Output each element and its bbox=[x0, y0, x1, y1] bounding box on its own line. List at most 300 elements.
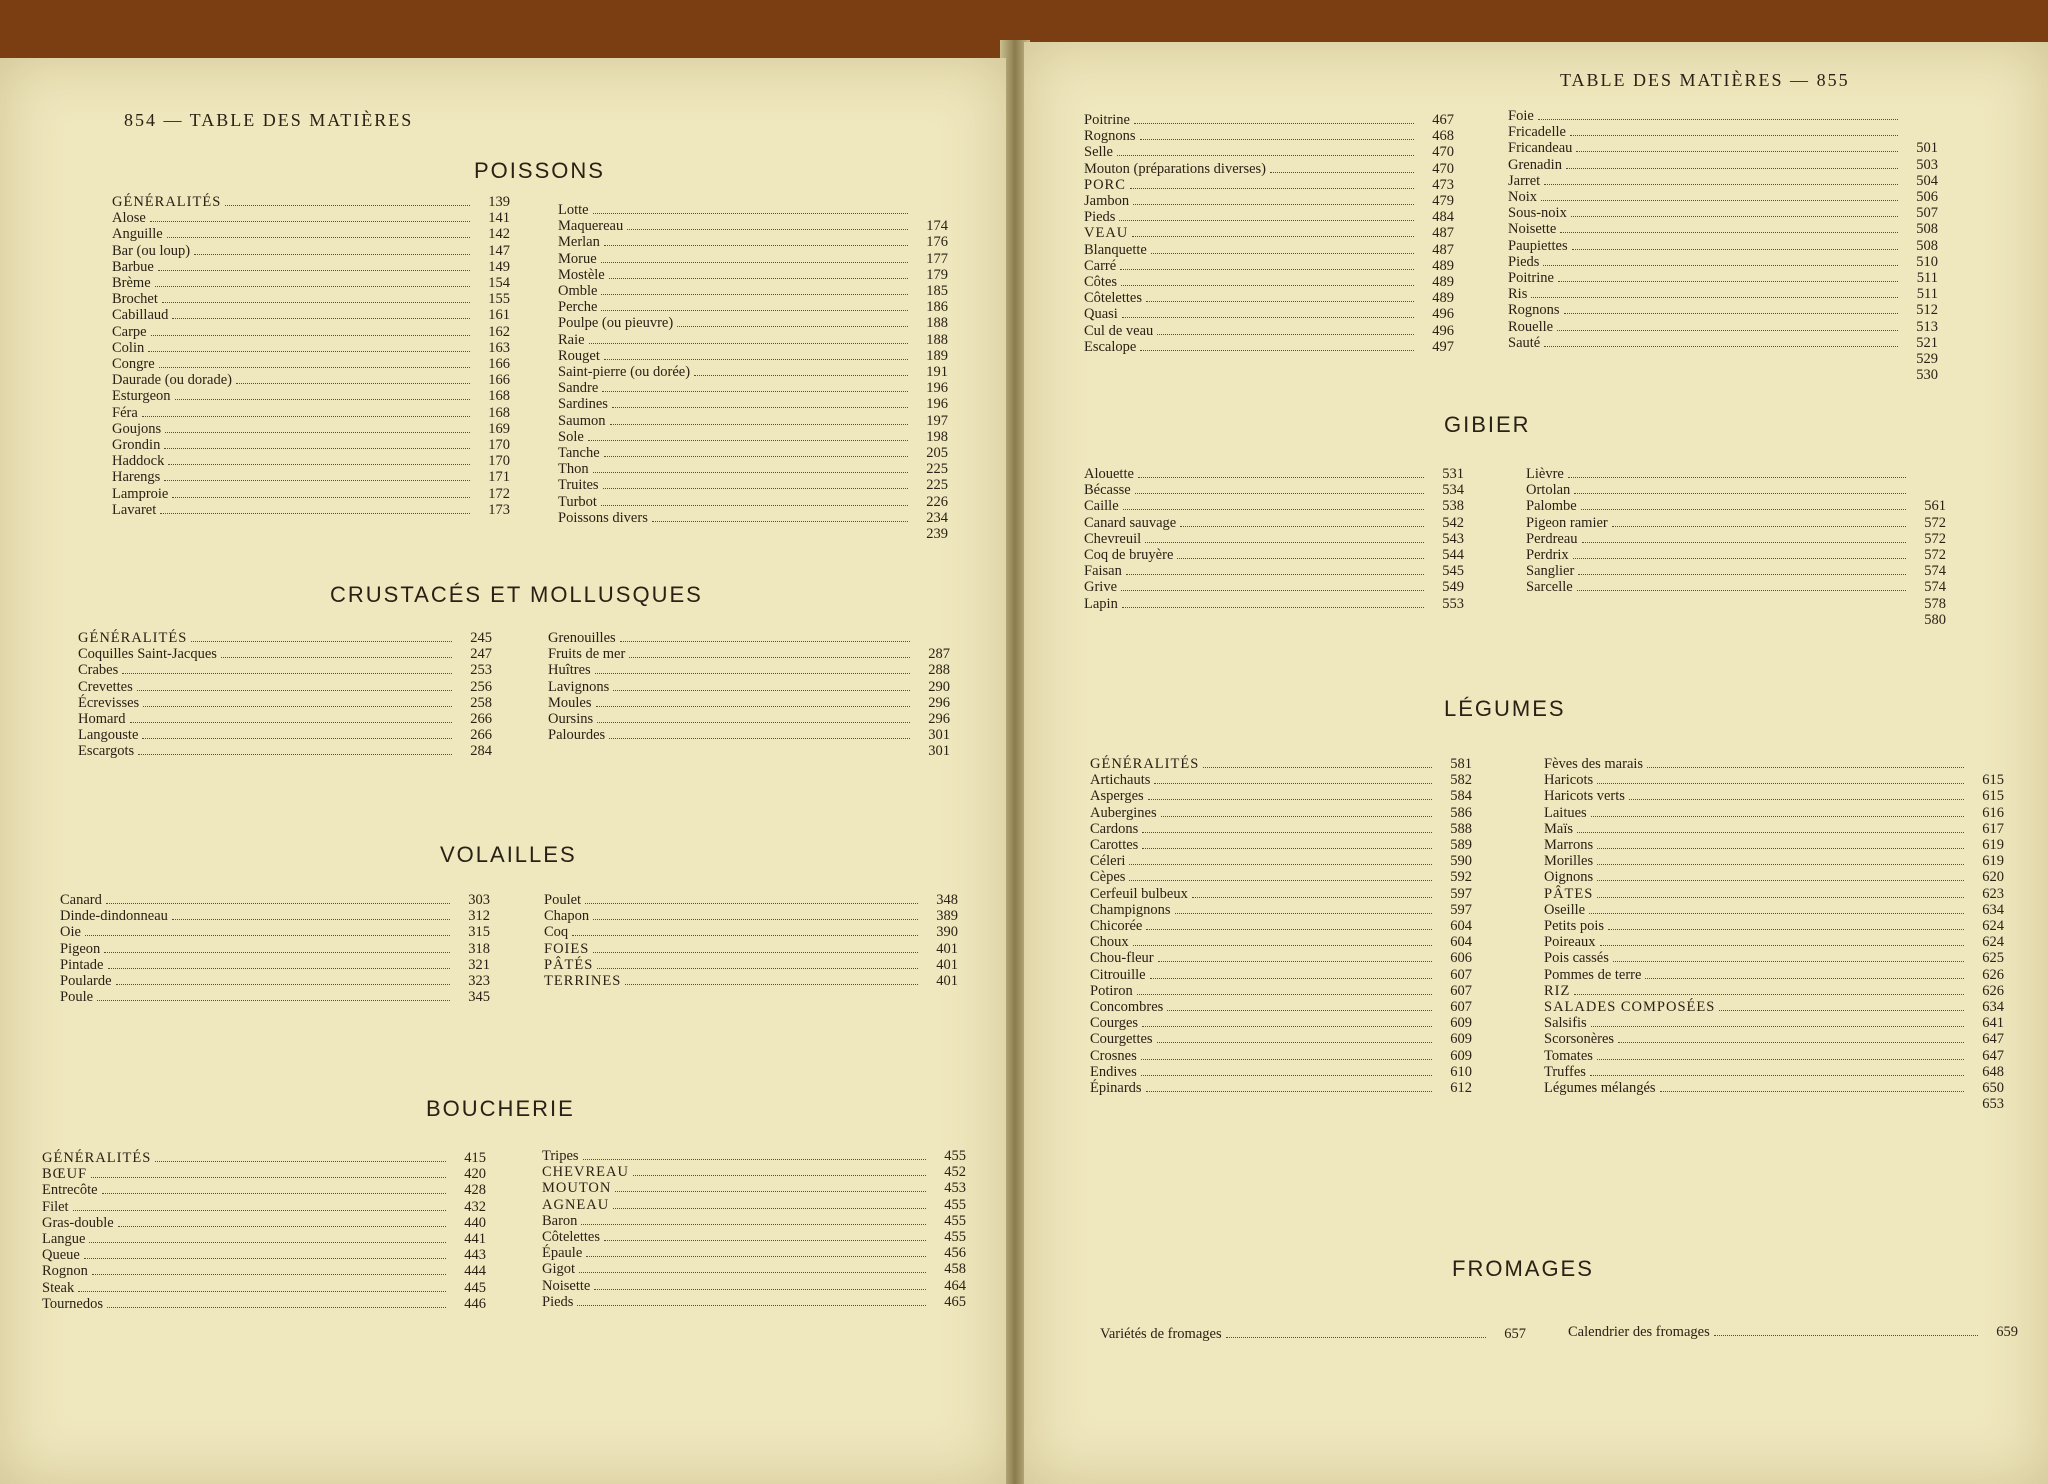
toc-entry bbox=[1084, 498, 1464, 514]
dot-leader bbox=[191, 641, 452, 642]
toc-entry bbox=[1090, 950, 1472, 966]
toc-entry bbox=[1084, 274, 1454, 290]
crustaces-column-2 bbox=[548, 630, 950, 760]
toc-entry-page-number: 470 bbox=[1432, 160, 1454, 177]
toc-entry-label: Rognons bbox=[1084, 128, 1136, 145]
dot-leader bbox=[91, 1177, 446, 1178]
toc-entry-page-number: 574 bbox=[1924, 563, 1946, 580]
toc-entry bbox=[1084, 563, 1464, 579]
toc-entry-page-number: 452 bbox=[944, 1164, 966, 1181]
dot-leader bbox=[1645, 978, 1964, 979]
toc-entry bbox=[558, 348, 948, 364]
toc-entry-page-number: 504 bbox=[1916, 172, 1938, 189]
dot-leader bbox=[137, 690, 452, 691]
dot-leader bbox=[601, 505, 908, 506]
toc-entry-label: Lavaret bbox=[112, 501, 157, 518]
toc-entry-page-number: 511 bbox=[1916, 270, 1938, 287]
toc-entry-page-number: 141 bbox=[488, 210, 510, 227]
toc-entry-page-number: 615 bbox=[1982, 788, 2004, 805]
toc-entry-label: Rognons bbox=[1508, 302, 1560, 319]
dot-leader bbox=[1150, 978, 1432, 979]
toc-entry-page-number: 247 bbox=[470, 646, 492, 663]
dot-leader bbox=[1157, 334, 1414, 335]
toc-entry-page-number: 166 bbox=[488, 372, 510, 389]
toc-entry-page-number: 484 bbox=[1432, 209, 1454, 226]
toc-entry bbox=[1544, 967, 2004, 983]
toc-entry bbox=[1084, 258, 1454, 274]
toc-entry-page-number: 615 bbox=[1982, 772, 2004, 789]
toc-entry-page-number: 489 bbox=[1432, 257, 1454, 274]
toc-entry bbox=[1084, 579, 1464, 595]
toc-entry-label: Huîtres bbox=[548, 662, 591, 679]
dot-leader bbox=[1161, 816, 1432, 817]
dot-leader bbox=[89, 1242, 446, 1243]
toc-entry-page-number: 170 bbox=[488, 437, 510, 454]
toc-entry-page-number: 648 bbox=[1982, 1063, 2004, 1080]
toc-entry bbox=[1084, 144, 1454, 160]
toc-entry bbox=[1084, 531, 1464, 547]
toc-entry-label: Légumes mélangés bbox=[1544, 1080, 1656, 1097]
toc-entry bbox=[42, 1166, 486, 1182]
toc-entry-label: Caille bbox=[1084, 498, 1119, 515]
toc-entry-label: Entrecôte bbox=[42, 1182, 98, 1199]
toc-entry-label: Chou-fleur bbox=[1090, 950, 1154, 967]
fromages-column-1 bbox=[1100, 1326, 1526, 1342]
toc-entry bbox=[1526, 596, 1946, 612]
dot-leader bbox=[1544, 346, 1898, 347]
toc-entry-label: Pieds bbox=[1084, 209, 1116, 226]
dot-leader bbox=[1203, 767, 1432, 768]
toc-entry-label: Mouton (préparations diverses) bbox=[1084, 160, 1267, 177]
toc-entry-page-number: 155 bbox=[488, 291, 510, 308]
toc-entry-label: Crosnes bbox=[1090, 1047, 1137, 1064]
dot-leader bbox=[172, 919, 450, 920]
toc-entry bbox=[1544, 1015, 2004, 1031]
toc-entry-label: Fricadelle bbox=[1508, 124, 1566, 141]
dot-leader bbox=[1135, 493, 1424, 494]
dot-leader bbox=[593, 213, 908, 214]
toc-entry bbox=[1544, 902, 2004, 918]
dot-leader bbox=[1660, 1091, 1964, 1092]
dot-leader bbox=[604, 456, 908, 457]
toc-entry-page-number: 234 bbox=[926, 509, 948, 526]
dot-leader bbox=[143, 706, 452, 707]
toc-entry-page-number: 296 bbox=[928, 694, 950, 711]
dot-leader bbox=[1138, 477, 1424, 478]
toc-entry-label: Grive bbox=[1084, 579, 1118, 596]
right-page bbox=[1024, 42, 2048, 1484]
toc-entry-page-number: 168 bbox=[488, 404, 510, 421]
toc-entry bbox=[1526, 498, 1946, 514]
toc-entry bbox=[112, 307, 510, 323]
toc-entry bbox=[1084, 515, 1464, 531]
toc-entry-page-number: 530 bbox=[1916, 367, 1938, 384]
dot-leader bbox=[652, 521, 908, 522]
dot-leader bbox=[106, 903, 450, 904]
dot-leader bbox=[1117, 155, 1414, 156]
toc-entry bbox=[1084, 482, 1464, 498]
toc-entry-page-number: 455 bbox=[944, 1148, 966, 1164]
toc-entry bbox=[1090, 837, 1472, 853]
toc-entry-page-number: 607 bbox=[1450, 999, 1472, 1016]
toc-entry bbox=[558, 202, 948, 218]
toc-entry-label: Palourdes bbox=[548, 727, 606, 744]
toc-entry-page-number: 609 bbox=[1450, 1031, 1472, 1048]
crustaces-column-1 bbox=[78, 630, 492, 760]
toc-entry-page-number: 345 bbox=[468, 989, 490, 1006]
toc-entry-page-number: 512 bbox=[1916, 302, 1938, 319]
toc-entry-page-number: 225 bbox=[926, 477, 948, 494]
dot-leader bbox=[138, 754, 452, 755]
toc-entry-page-number: 549 bbox=[1442, 579, 1464, 596]
toc-entry-label: PÂTÉS bbox=[544, 956, 594, 973]
toc-entry-page-number: 506 bbox=[1916, 189, 1938, 206]
dot-leader bbox=[159, 367, 470, 368]
toc-entry-page-number: 542 bbox=[1442, 514, 1464, 531]
dot-leader bbox=[1564, 313, 1898, 314]
dot-leader bbox=[102, 1193, 446, 1194]
toc-entry-page-number: 142 bbox=[488, 226, 510, 243]
toc-entry bbox=[558, 315, 948, 331]
toc-entry-label: Raie bbox=[558, 331, 585, 348]
toc-entry-page-number: 455 bbox=[944, 1196, 966, 1213]
toc-entry bbox=[542, 1245, 966, 1261]
dot-leader bbox=[602, 391, 908, 392]
toc-entry-page-number: 606 bbox=[1450, 950, 1472, 967]
dot-leader bbox=[597, 968, 918, 969]
toc-entry bbox=[1544, 934, 2004, 950]
toc-entry-page-number: 290 bbox=[928, 678, 950, 695]
toc-entry-label: Harengs bbox=[112, 469, 161, 486]
toc-entry-page-number: 179 bbox=[926, 266, 948, 283]
toc-entry-label: SALADES COMPOSÉES bbox=[1544, 999, 1716, 1016]
toc-entry-page-number: 467 bbox=[1432, 112, 1454, 128]
dot-leader bbox=[150, 221, 470, 222]
toc-entry bbox=[1508, 173, 1938, 189]
toc-entry bbox=[60, 892, 490, 908]
dot-leader bbox=[1151, 253, 1414, 254]
toc-entry bbox=[78, 743, 492, 759]
dot-leader bbox=[122, 673, 452, 674]
toc-entry bbox=[1090, 902, 1472, 918]
toc-entry-page-number: 154 bbox=[488, 275, 510, 292]
toc-entry-label: Steak bbox=[42, 1279, 75, 1296]
toc-entry-label: Gigot bbox=[542, 1261, 576, 1278]
toc-entry bbox=[112, 437, 510, 453]
toc-entry bbox=[1508, 221, 1938, 237]
dot-leader bbox=[596, 706, 911, 707]
left-running-head-text: — TABLE DES MATIÈRES bbox=[163, 110, 414, 130]
toc-entry-page-number: 301 bbox=[928, 727, 950, 744]
toc-entry-page-number: 641 bbox=[1982, 1015, 2004, 1032]
toc-entry bbox=[548, 743, 950, 759]
dot-leader bbox=[172, 318, 470, 319]
toc-entry bbox=[1084, 161, 1454, 177]
toc-entry-page-number: 609 bbox=[1450, 1047, 1472, 1064]
toc-entry-label: Queue bbox=[42, 1247, 80, 1264]
toc-entry-label: Gras-double bbox=[42, 1214, 114, 1231]
left-page bbox=[0, 58, 1006, 1484]
dot-leader bbox=[1121, 285, 1414, 286]
boucherie-column-1 bbox=[42, 1150, 486, 1312]
toc-entry-page-number: 572 bbox=[1924, 530, 1946, 547]
toc-entry-page-number: 323 bbox=[468, 973, 490, 990]
toc-entry-page-number: 177 bbox=[926, 250, 948, 267]
dot-leader bbox=[1576, 151, 1898, 152]
toc-entry bbox=[1544, 869, 2004, 885]
toc-entry-page-number: 624 bbox=[1982, 934, 2004, 951]
toc-entry-label: Pigeon ramier bbox=[1526, 514, 1608, 531]
toc-entry-label: Pois cassés bbox=[1544, 950, 1609, 967]
dot-leader bbox=[107, 1307, 446, 1308]
toc-entry-page-number: 266 bbox=[470, 727, 492, 744]
toc-entry-label: GÉNÉRALITÉS bbox=[1090, 756, 1200, 772]
dot-leader bbox=[142, 416, 470, 417]
toc-entry bbox=[1090, 999, 1472, 1015]
volailles-column-1 bbox=[60, 892, 490, 1005]
dot-leader bbox=[1129, 864, 1432, 865]
dot-leader bbox=[615, 1191, 926, 1192]
toc-entry-page-number: 597 bbox=[1450, 885, 1472, 902]
toc-entry-label: Morue bbox=[558, 250, 597, 267]
toc-entry-label: Noix bbox=[1508, 189, 1537, 206]
dot-leader bbox=[1590, 1075, 1964, 1076]
toc-entry bbox=[1526, 531, 1946, 547]
dot-leader bbox=[1558, 281, 1898, 282]
toc-entry bbox=[1544, 772, 2004, 788]
toc-entry bbox=[1084, 596, 1464, 612]
toc-entry bbox=[1084, 339, 1454, 355]
toc-entry bbox=[1090, 853, 1472, 869]
toc-entry bbox=[1084, 177, 1454, 193]
toc-entry-page-number: 168 bbox=[488, 388, 510, 405]
toc-entry-page-number: 441 bbox=[464, 1231, 486, 1248]
toc-entry-page-number: 312 bbox=[468, 908, 490, 925]
toc-entry-page-number: 612 bbox=[1450, 1080, 1472, 1097]
toc-entry-label: Chevreuil bbox=[1084, 530, 1142, 547]
toc-entry bbox=[1544, 983, 2004, 999]
toc-entry-page-number: 198 bbox=[926, 428, 948, 445]
toc-entry-page-number: 318 bbox=[468, 940, 490, 957]
toc-entry bbox=[1508, 270, 1938, 286]
toc-entry-page-number: 444 bbox=[464, 1263, 486, 1280]
toc-entry bbox=[1508, 335, 1938, 351]
toc-entry-label: Choux bbox=[1090, 934, 1129, 951]
dot-leader bbox=[1119, 220, 1414, 221]
toc-entry-page-number: 653 bbox=[1982, 1096, 2004, 1113]
dot-leader bbox=[1574, 493, 1906, 494]
dot-leader bbox=[1133, 945, 1432, 946]
toc-entry bbox=[1544, 805, 2004, 821]
toc-entry-label: Céleri bbox=[1090, 853, 1126, 870]
toc-entry bbox=[1100, 1326, 1526, 1342]
toc-entry-page-number: 445 bbox=[464, 1279, 486, 1296]
toc-entry bbox=[1508, 286, 1938, 302]
dot-leader bbox=[1589, 913, 1964, 914]
toc-entry-page-number: 616 bbox=[1982, 804, 2004, 821]
toc-entry bbox=[544, 957, 958, 973]
dot-leader bbox=[593, 472, 908, 473]
dot-leader bbox=[1566, 168, 1898, 169]
toc-entry bbox=[78, 646, 492, 662]
toc-entry-label: Fèves des marais bbox=[1544, 756, 1644, 772]
toc-entry bbox=[1090, 1015, 1472, 1031]
toc-entry bbox=[1508, 157, 1938, 173]
dot-leader bbox=[221, 657, 452, 658]
toc-entry-label: Carpe bbox=[112, 323, 147, 340]
toc-entry bbox=[1544, 853, 2004, 869]
toc-entry-label: Oseille bbox=[1544, 901, 1586, 918]
toc-entry-page-number: 496 bbox=[1432, 306, 1454, 323]
toc-entry-page-number: 604 bbox=[1450, 934, 1472, 951]
toc-entry-page-number: 657 bbox=[1504, 1326, 1526, 1342]
toc-entry-page-number: 258 bbox=[470, 694, 492, 711]
dot-leader bbox=[1543, 265, 1898, 266]
dot-leader bbox=[1570, 135, 1898, 136]
dot-leader bbox=[572, 935, 918, 936]
toc-entry-page-number: 574 bbox=[1924, 579, 1946, 596]
dot-leader bbox=[167, 237, 470, 238]
toc-entry-page-number: 513 bbox=[1916, 318, 1938, 335]
dot-leader bbox=[162, 302, 470, 303]
toc-entry-label: Maquereau bbox=[558, 218, 624, 235]
dot-leader bbox=[1647, 767, 1964, 768]
dot-leader bbox=[613, 1208, 926, 1209]
toc-entry bbox=[112, 388, 510, 404]
toc-entry bbox=[1084, 547, 1464, 563]
toc-entry-label: FOIES bbox=[544, 940, 590, 957]
toc-entry bbox=[112, 356, 510, 372]
toc-entry-page-number: 589 bbox=[1450, 837, 1472, 854]
veau-porc-column-1 bbox=[1084, 112, 1454, 355]
toc-entry bbox=[1090, 1031, 1472, 1047]
toc-entry-label: Jarret bbox=[1508, 172, 1541, 189]
toc-entry bbox=[542, 1278, 966, 1294]
dot-leader bbox=[627, 229, 908, 230]
toc-entry bbox=[1508, 254, 1938, 270]
toc-entry bbox=[1526, 563, 1946, 579]
toc-entry bbox=[112, 275, 510, 291]
dot-leader bbox=[1597, 1059, 1964, 1060]
toc-entry-page-number: 162 bbox=[488, 323, 510, 340]
dot-leader bbox=[593, 952, 918, 953]
poissons-column-2 bbox=[558, 202, 948, 542]
toc-entry bbox=[542, 1197, 966, 1213]
toc-entry bbox=[558, 267, 948, 283]
dot-leader bbox=[1591, 816, 1964, 817]
dot-leader bbox=[73, 1210, 446, 1211]
dot-leader bbox=[172, 497, 470, 498]
dot-leader bbox=[1600, 945, 1964, 946]
toc-entry bbox=[542, 1261, 966, 1277]
dot-leader bbox=[160, 513, 470, 514]
toc-entry-page-number: 303 bbox=[468, 892, 490, 908]
dot-leader bbox=[1612, 526, 1906, 527]
toc-entry-label: GÉNÉRALITÉS bbox=[78, 630, 188, 646]
toc-entry bbox=[1090, 983, 1472, 999]
toc-entry-page-number: 197 bbox=[926, 412, 948, 429]
section-title-boucherie: BOUCHERIE bbox=[426, 1096, 575, 1121]
toc-entry-page-number: 191 bbox=[926, 364, 948, 381]
toc-entry-page-number: 149 bbox=[488, 258, 510, 275]
toc-entry bbox=[1084, 242, 1454, 258]
dot-leader bbox=[597, 722, 910, 723]
toc-entry-page-number: 189 bbox=[926, 347, 948, 364]
toc-entry-label: Épinards bbox=[1090, 1080, 1142, 1097]
toc-entry bbox=[112, 405, 510, 421]
toc-entry-page-number: 185 bbox=[926, 283, 948, 300]
dot-leader bbox=[583, 1159, 926, 1160]
toc-entry-page-number: 607 bbox=[1450, 966, 1472, 983]
toc-entry bbox=[1084, 193, 1454, 209]
toc-entry bbox=[1544, 1064, 2004, 1080]
toc-entry-label: Salsifis bbox=[1544, 1015, 1587, 1032]
dot-leader bbox=[609, 278, 908, 279]
toc-entry bbox=[60, 924, 490, 940]
toc-entry bbox=[1526, 579, 1946, 595]
toc-entry-page-number: 301 bbox=[928, 743, 950, 760]
toc-entry-label: Rognon bbox=[42, 1263, 88, 1280]
toc-entry-label: Truites bbox=[558, 477, 599, 494]
toc-entry bbox=[544, 973, 958, 989]
toc-entry-label: Palombe bbox=[1526, 498, 1577, 515]
toc-entry-page-number: 634 bbox=[1982, 901, 2004, 918]
dot-leader bbox=[158, 270, 470, 271]
dot-leader bbox=[155, 286, 470, 287]
toc-entry-page-number: 508 bbox=[1916, 221, 1938, 238]
dot-leader bbox=[613, 690, 910, 691]
toc-entry-label: Bar (ou loup) bbox=[112, 242, 191, 259]
poissons-column-1 bbox=[112, 194, 510, 518]
section-title-crustaces: CRUSTACÉS ET MOLLUSQUES bbox=[330, 582, 703, 607]
dot-leader bbox=[1141, 1059, 1432, 1060]
toc-entry-label: Daurade (ou dorade) bbox=[112, 372, 232, 389]
dot-leader bbox=[1714, 1335, 1978, 1336]
toc-entry-label: Haricots verts bbox=[1544, 788, 1625, 805]
dot-leader bbox=[1137, 994, 1432, 995]
toc-entry-label: Saumon bbox=[558, 412, 606, 429]
boucherie-column-2 bbox=[542, 1148, 966, 1310]
toc-entry-page-number: 169 bbox=[488, 420, 510, 437]
dot-leader bbox=[225, 205, 470, 206]
toc-entry bbox=[1544, 1031, 2004, 1047]
dot-leader bbox=[1608, 929, 1964, 930]
toc-entry-page-number: 626 bbox=[1982, 982, 2004, 999]
toc-entry bbox=[1544, 788, 2004, 804]
toc-entry bbox=[112, 324, 510, 340]
toc-entry-page-number: 624 bbox=[1982, 918, 2004, 935]
dot-leader bbox=[1142, 1026, 1432, 1027]
toc-entry bbox=[1526, 612, 1946, 628]
toc-entry-label: Barbue bbox=[112, 258, 154, 275]
toc-entry-label: Pommes de terre bbox=[1544, 966, 1642, 983]
dot-leader bbox=[604, 1240, 926, 1241]
toc-entry-label: Rouget bbox=[558, 347, 600, 364]
toc-entry bbox=[548, 679, 950, 695]
dot-leader bbox=[1618, 1042, 1964, 1043]
toc-entry-page-number: 171 bbox=[488, 469, 510, 486]
toc-entry-label: Sole bbox=[558, 428, 584, 445]
toc-entry bbox=[1508, 302, 1938, 318]
toc-entry-label: Carottes bbox=[1090, 837, 1139, 854]
toc-entry-label: Perche bbox=[558, 299, 598, 316]
toc-entry-label: Brochet bbox=[112, 291, 158, 308]
toc-entry bbox=[1544, 821, 2004, 837]
toc-entry-label: Tripes bbox=[542, 1148, 579, 1164]
toc-entry-label: Côtes bbox=[1084, 274, 1118, 291]
toc-entry-label: Perdrix bbox=[1526, 547, 1569, 564]
toc-entry bbox=[1544, 918, 2004, 934]
